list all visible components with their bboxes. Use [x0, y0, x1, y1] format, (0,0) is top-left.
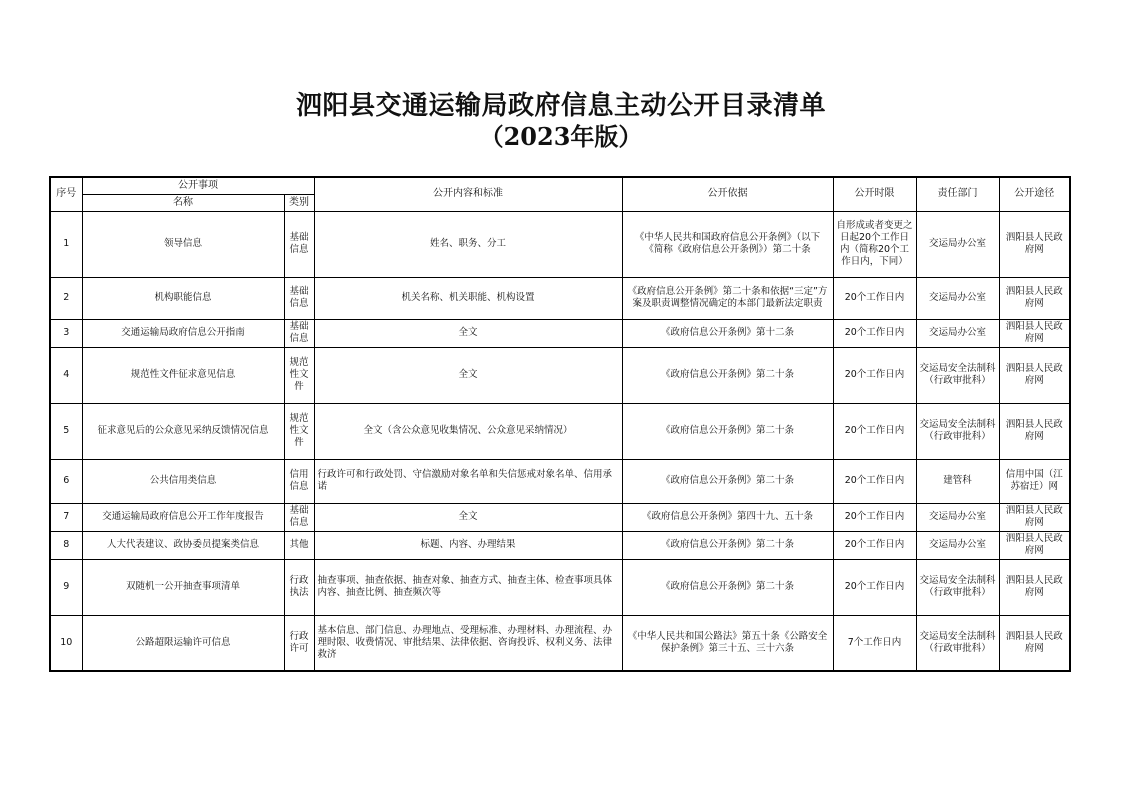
- header-name: 名称: [82, 194, 284, 211]
- row-content: 抽查事项、抽查依据、抽查对象、抽查方式、抽查主体、检查事项具体内容、抽查比例、抽查频次等: [314, 559, 622, 615]
- table-row: [50, 319, 1070, 347]
- row-category: 基础信息: [284, 277, 314, 319]
- row-seq: 10: [50, 615, 82, 671]
- row-content: 姓名、职务、分工: [314, 211, 622, 277]
- row-category: 规范性文件: [284, 347, 314, 403]
- row-category: 行政许可: [284, 615, 314, 671]
- row-category: 基础信息: [284, 211, 314, 277]
- document-title: 泗阳县交通运输局政府信息主动公开目录清单: [295, 91, 826, 121]
- row-channel: 信用中国（江苏宿迁）网: [999, 459, 1070, 503]
- row-basis: 《政府信息公开条例》第四十九、五十条: [622, 503, 833, 531]
- row-time: 20个工作日内: [833, 531, 916, 559]
- row-basis: 《政府信息公开条例》第二十条和依据“三定”方案及职责调整情况确定的本部门最新法定职责: [622, 277, 833, 319]
- row-basis: 《政府信息公开条例》第二十条: [622, 531, 833, 559]
- document-subtitle: （2023年版）: [479, 122, 643, 151]
- row-content: 全文: [314, 503, 622, 531]
- row-category: 其他: [284, 531, 314, 559]
- row-time: 20个工作日内: [833, 277, 916, 319]
- header-dept: 责任部门: [916, 177, 999, 211]
- row-content: 标题、内容、办理结果: [314, 531, 622, 559]
- table-row: [50, 403, 1070, 459]
- row-channel: 泗阳县人民政府网: [999, 559, 1070, 615]
- row-dept: 交运局安全法制科（行政审批科）: [916, 347, 999, 403]
- header-row-1: [50, 177, 1070, 194]
- table-row: [50, 211, 1070, 277]
- row-basis: 《政府信息公开条例》第二十条: [622, 403, 833, 459]
- row-basis: 《政府信息公开条例》第二十条: [622, 559, 833, 615]
- header-basis: 公开依据: [622, 177, 833, 211]
- row-dept: 交运局办公室: [916, 531, 999, 559]
- row-name: 公共信用类信息: [82, 459, 284, 503]
- row-channel: 泗阳县人民政府网: [999, 211, 1070, 277]
- row-name: 征求意见后的公众意见采纳反馈情况信息: [82, 403, 284, 459]
- row-time: 7个工作日内: [833, 615, 916, 671]
- row-channel: 泗阳县人民政府网: [999, 531, 1070, 559]
- row-content: 全文: [314, 319, 622, 347]
- header-item-group: 公开事项: [82, 177, 314, 194]
- row-basis: 《政府信息公开条例》第十二条: [622, 319, 833, 347]
- row-dept: 交运局安全法制科（行政审批科）: [916, 403, 999, 459]
- row-content: 全文（含公众意见收集情况、公众意见采纳情况）: [314, 403, 622, 459]
- row-seq: 9: [50, 559, 82, 615]
- row-name: 交通运输局政府信息公开指南: [82, 319, 284, 347]
- row-dept: 交运局安全法制科（行政审批科）: [916, 615, 999, 671]
- row-dept: 交运局安全法制科（行政审批科）: [916, 559, 999, 615]
- row-dept: 交运局办公室: [916, 319, 999, 347]
- table-row: [50, 347, 1070, 403]
- row-channel: 泗阳县人民政府网: [999, 503, 1070, 531]
- row-name: 公路超限运输许可信息: [82, 615, 284, 671]
- row-time: 自形成或者变更之日起20个工作日内（简称20个工作日内，下同）: [833, 211, 916, 277]
- row-content: 全文: [314, 347, 622, 403]
- row-time: 20个工作日内: [833, 559, 916, 615]
- row-name: 领导信息: [82, 211, 284, 277]
- row-dept: 交运局办公室: [916, 277, 999, 319]
- row-channel: 泗阳县人民政府网: [999, 277, 1070, 319]
- row-dept: 交运局办公室: [916, 211, 999, 277]
- row-time: 20个工作日内: [833, 403, 916, 459]
- row-seq: 6: [50, 459, 82, 503]
- table-row: [50, 503, 1070, 531]
- row-content: 机关名称、机关职能、机构设置: [314, 277, 622, 319]
- row-time: 20个工作日内: [833, 503, 916, 531]
- row-name: 双随机一公开抽查事项清单: [82, 559, 284, 615]
- row-seq: 5: [50, 403, 82, 459]
- row-name: 交通运输局政府信息公开工作年度报告: [82, 503, 284, 531]
- row-channel: 泗阳县人民政府网: [999, 615, 1070, 671]
- table-row: [50, 615, 1070, 671]
- row-time: 20个工作日内: [833, 459, 916, 503]
- row-seq: 4: [50, 347, 82, 403]
- row-category: 规范性文件: [284, 403, 314, 459]
- header-channel: 公开途径: [999, 177, 1070, 211]
- row-content: 基本信息、部门信息、办理地点、受理标准、办理材料、办理流程、办理时限、收费情况、审批结果、法律依据、咨询投诉、权利义务、法律救济: [314, 615, 622, 671]
- row-seq: 1: [50, 211, 82, 277]
- row-basis: 《中华人民共和国政府信息公开条例》（以下《简称《政府信息公开条例》）第二十条: [622, 211, 833, 277]
- row-name: 人大代表建议、政协委员提案类信息: [82, 531, 284, 559]
- row-content: 行政许可和行政处罚、守信激励对象名单和失信惩戒对象名单、信用承诺: [314, 459, 622, 503]
- row-seq: 2: [50, 277, 82, 319]
- row-dept: 建管科: [916, 459, 999, 503]
- row-channel: 泗阳县人民政府网: [999, 347, 1070, 403]
- header-seq: 序号: [50, 177, 82, 211]
- header-content: 公开内容和标准: [314, 177, 622, 211]
- row-time: 20个工作日内: [833, 319, 916, 347]
- row-basis: 《政府信息公开条例》第二十条: [622, 347, 833, 403]
- header-time: 公开时限: [833, 177, 916, 211]
- table-row: [50, 459, 1070, 503]
- row-channel: 泗阳县人民政府网: [999, 319, 1070, 347]
- row-seq: 7: [50, 503, 82, 531]
- row-seq: 8: [50, 531, 82, 559]
- row-dept: 交运局办公室: [916, 503, 999, 531]
- row-basis: 《中华人民共和国公路法》第五十条《公路安全保护条例》第三十五、三十六条: [622, 615, 833, 671]
- table-row: [50, 531, 1070, 559]
- table-row: [50, 277, 1070, 319]
- header-category: 类别: [284, 194, 314, 211]
- row-time: 20个工作日内: [833, 347, 916, 403]
- row-seq: 3: [50, 319, 82, 347]
- row-name: 机构职能信息: [82, 277, 284, 319]
- row-category: 基础信息: [284, 319, 314, 347]
- directory-table: [49, 176, 1071, 672]
- row-name: 规范性文件征求意见信息: [82, 347, 284, 403]
- row-channel: 泗阳县人民政府网: [999, 403, 1070, 459]
- row-category: 基础信息: [284, 503, 314, 531]
- row-basis: 《政府信息公开条例》第二十条: [622, 459, 833, 503]
- table-row: [50, 559, 1070, 615]
- row-category: 行政执法: [284, 559, 314, 615]
- row-category: 信用信息: [284, 459, 314, 503]
